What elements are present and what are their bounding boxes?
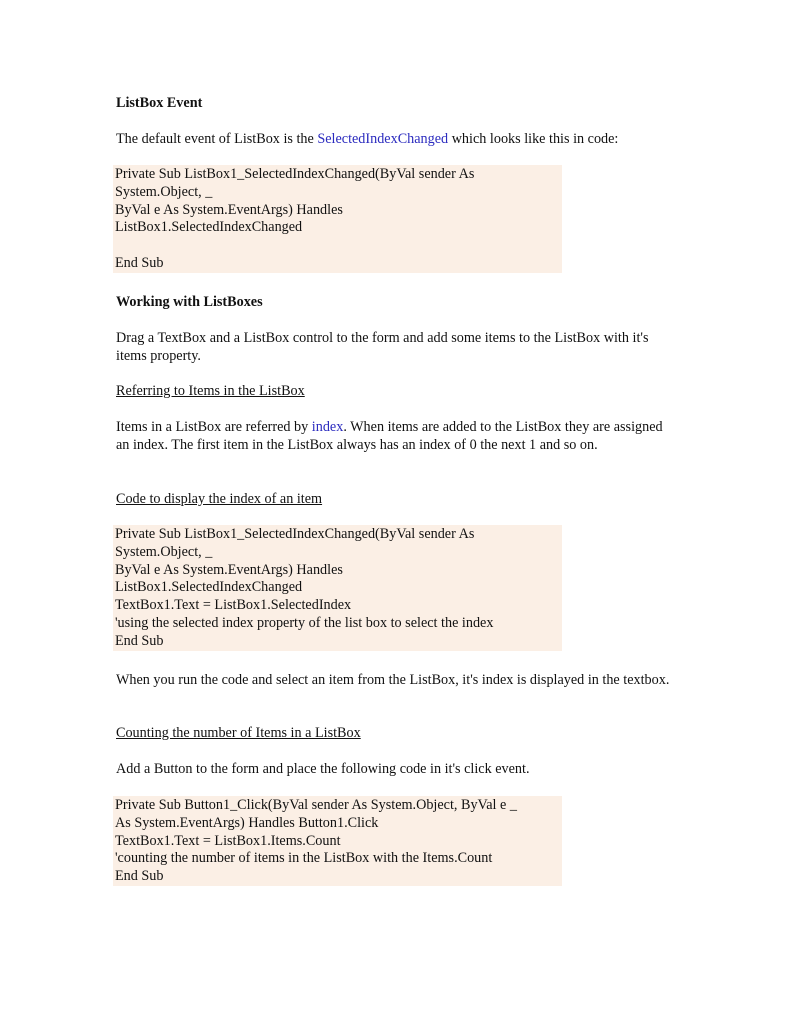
code-line: Private Sub ListBox1_SelectedIndexChanged(ByVal sender As — [115, 526, 475, 542]
code-block-default-event — [113, 165, 562, 273]
code-line: 'using the selected index property of the list box to select the index — [115, 614, 494, 631]
code-line: Private Sub ListBox1_SelectedIndexChanged(ByVal sender As — [115, 166, 475, 182]
paragraph-items-index-pre: Items in a ListBox are referred by — [116, 419, 312, 435]
subheading-referring-items: Referring to Items in the ListBox — [116, 383, 305, 399]
paragraph-default-event-pre: The default event of ListBox is the — [116, 131, 318, 147]
code-line: ListBox1.SelectedIndexChanged — [115, 579, 303, 596]
code-line: System.Object, _ — [115, 183, 213, 200]
code-line: TextBox1.Text = ListBox1.SelectedIndex — [115, 597, 352, 614]
code-line — [115, 237, 562, 255]
paragraph-default-event-post: which looks like this in code: — [448, 131, 619, 147]
code-line: As System.EventArgs) Handles Button1.Click — [115, 814, 379, 831]
code-line: End Sub — [115, 254, 164, 271]
code-line: End Sub — [115, 632, 164, 649]
paragraph-items-index-post: . When items are added to the ListBox they are assigned an index. The first item in the ListBox always has an index of 0 the next 1 and so on. — [116, 419, 663, 453]
code-line: ListBox1.SelectedIndexChanged — [115, 219, 303, 236]
paragraph-add-button: Add a Button to the form and place the following code in it's click event. — [116, 761, 530, 777]
code-line: 'counting the number of items in the ListBox with the Items.Count — [115, 850, 493, 867]
heading-listbox-event — [116, 94, 676, 112]
code-line: ByVal e As System.EventArgs) Handles — [115, 201, 343, 218]
subheading-display-index: Code to display the index of an item — [116, 491, 323, 507]
link-index[interactable]: index — [311, 419, 344, 435]
heading-working-with-listboxes: Working with ListBoxes — [116, 294, 263, 310]
code-line: End Sub — [115, 868, 164, 885]
code-line: Private Sub Button1_Click(ByVal sender As System.Object, ByVal e _ — [115, 797, 517, 813]
code-line: ByVal e As System.EventArgs) Handles — [115, 561, 343, 578]
code-block-display-index — [113, 525, 562, 651]
paragraph-drag-controls: Drag a TextBox and a ListBox control to the form and add some items to the ListBox with it's items property. — [116, 330, 649, 364]
heading-listbox-event-text: ListBox Event — [116, 95, 203, 111]
code-line: TextBox1.Text = ListBox1.Items.Count — [115, 832, 341, 849]
paragraph-run-code: When you run the code and select an item from the ListBox, it's index is displayed in the textbox. — [116, 672, 670, 688]
link-selectedindexchanged[interactable]: SelectedIndexChanged — [317, 131, 449, 147]
code-line: System.Object, _ — [115, 543, 213, 560]
code-block-count-items — [113, 796, 562, 886]
subheading-counting-items: Counting the number of Items in a ListBox — [116, 725, 361, 741]
paragraph-items-index — [116, 418, 676, 454]
paragraph-default-event — [116, 130, 676, 148]
